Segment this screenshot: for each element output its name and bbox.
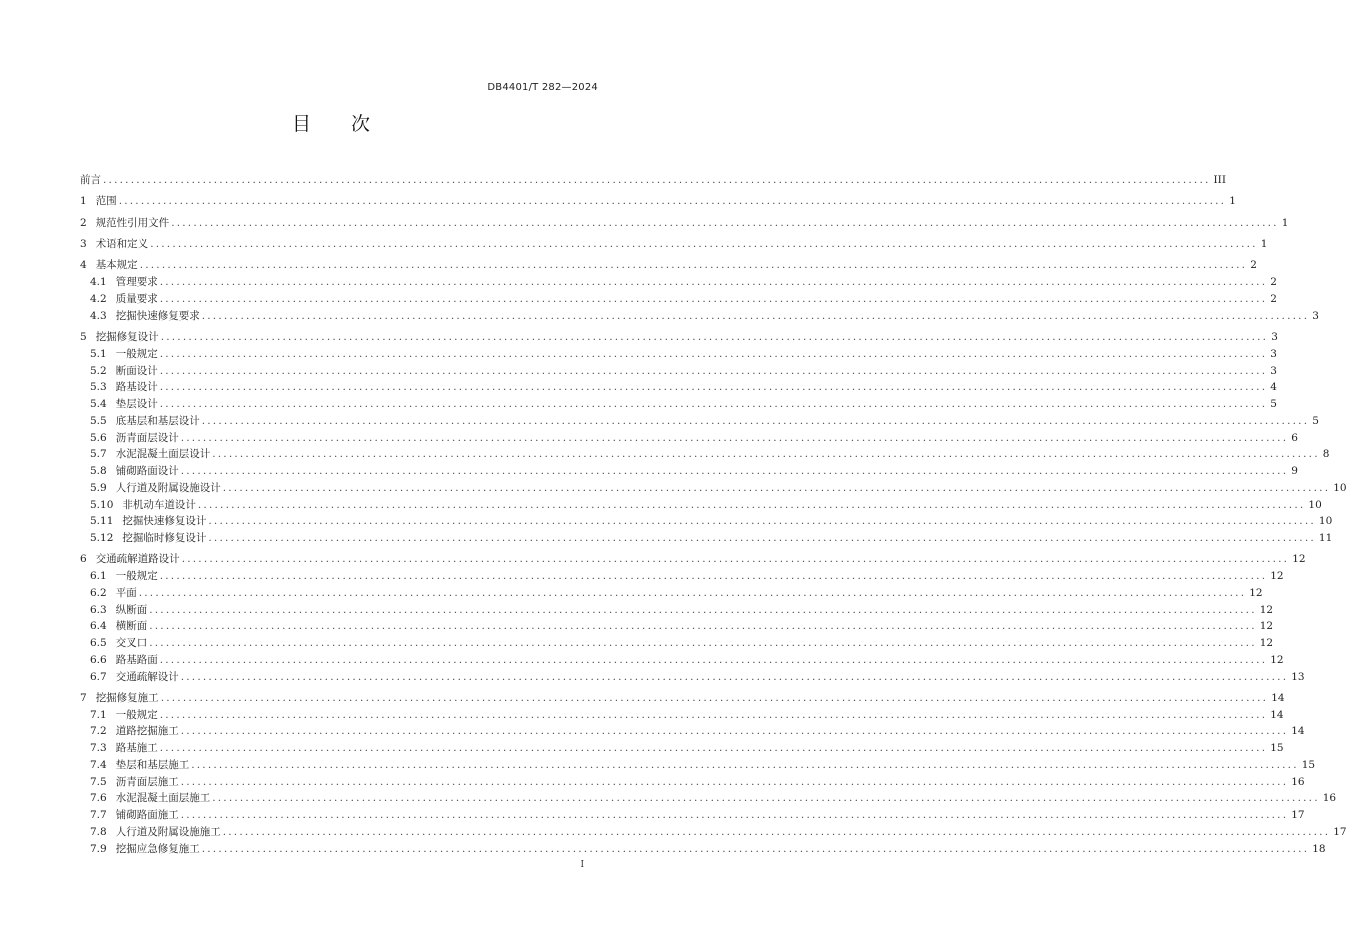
toc-entry[interactable] xyxy=(90,396,1277,412)
toc-entry-label: 基本规定 xyxy=(95,259,138,272)
toc-entry-label: 规范性引用文件 xyxy=(95,216,170,229)
toc-entry-label: 人行道及附属设施施工 xyxy=(115,825,221,838)
toc-entry[interactable] xyxy=(90,618,1274,634)
toc-entry-label: 路基施工 xyxy=(115,742,158,755)
toc-entry-number: 5.11 xyxy=(90,515,114,528)
toc-entry-label: 挖掘快速修复要求 xyxy=(115,309,200,322)
toc-entry-page: 6 xyxy=(1291,431,1298,444)
toc-entry-label: 交通疏解道路设计 xyxy=(95,553,180,566)
toc-entry[interactable] xyxy=(90,585,1263,601)
toc-entry[interactable] xyxy=(90,446,1330,462)
toc-entry[interactable] xyxy=(90,379,1277,395)
toc-dot-leader: ........................................................................................................................................................................................................ xyxy=(160,331,1269,343)
toc-dot-leader: ........................................................................................................................................................................................................ xyxy=(180,725,1289,738)
toc-dot-leader: ........................................................................................................................................................................................................ xyxy=(159,653,1268,666)
toc-entry-page: 14 xyxy=(1291,725,1305,738)
toc-entry-number: 5.12 xyxy=(90,532,114,544)
toc-entry-page: 16 xyxy=(1291,775,1305,788)
toc-entry-number: 7.4 xyxy=(90,758,107,771)
toc-dot-leader: ........................................................................................................................................................................................................ xyxy=(149,603,1257,616)
toc-entry-number: 6.7 xyxy=(90,670,107,683)
toc-entry-label: 道路挖掘施工 xyxy=(115,725,179,738)
toc-entry[interactable] xyxy=(90,740,1284,756)
toc-entry-number: 6.1 xyxy=(90,570,107,583)
toc-dot-leader: ........................................................................................................................................................................................................ xyxy=(160,691,1269,704)
toc-dot-leader: ........................................................................................................................................................................................................ xyxy=(212,792,1320,805)
toc-entry[interactable] xyxy=(90,530,1333,546)
toc-entry-number: 4.1 xyxy=(90,276,107,289)
toc-entry[interactable] xyxy=(90,824,1347,840)
toc-entry-label: 交通疏解设计 xyxy=(115,670,179,683)
toc-entry-number: 5.6 xyxy=(90,431,107,444)
toc-entry-number: 7.5 xyxy=(90,775,107,788)
toc-entry-label: 人行道及附属设施设计 xyxy=(115,481,221,494)
toc-dot-leader: ........................................................................................................................................................................................................ xyxy=(180,809,1289,822)
title-char-1: 目 xyxy=(291,113,311,135)
toc-entry-label: 垫层和基层施工 xyxy=(115,758,190,771)
toc-entry-label: 纵断面 xyxy=(115,603,148,616)
toc-entry-label: 路基路面 xyxy=(115,653,158,666)
toc-entry[interactable] xyxy=(90,513,1333,529)
page-number: I xyxy=(580,860,584,870)
toc-entry-number: 6.6 xyxy=(90,653,107,666)
toc-dot-leader: ........................................................................................................................................................................................................ xyxy=(159,381,1268,394)
toc-entry-number: 6.5 xyxy=(90,637,107,650)
toc-dot-leader: ........................................................................................................................................................................................................ xyxy=(222,481,1331,494)
toc-entry-label: 平面 xyxy=(115,586,137,599)
toc-dot-leader: ........................................................................................................................................................................................................ xyxy=(159,292,1268,305)
toc-entry-label: 前言 xyxy=(80,174,101,186)
toc-entry-label: 一般规定 xyxy=(115,570,158,583)
toc-entry-page: 3 xyxy=(1312,309,1319,322)
toc-entry-number: 5.10 xyxy=(90,498,114,511)
toc-entry-page: 1 xyxy=(1260,238,1268,251)
toc-dot-leader: ........................................................................................................................................................................................................ xyxy=(149,620,1257,633)
toc-dot-leader: ........................................................................................................................................................................................................ xyxy=(201,842,1310,855)
toc-dot-leader: ........................................................................................................................................................................................................ xyxy=(159,570,1268,583)
toc-dot-leader: ........................................................................................................................................................................................................ xyxy=(180,465,1289,477)
toc-entry[interactable] xyxy=(90,480,1347,496)
toc-entry-label: 挖掘修复施工 xyxy=(95,691,159,704)
toc-entry-label: 铺砌路面设计 xyxy=(115,465,179,477)
toc-entry-number: 5.9 xyxy=(90,481,107,494)
toc-entry-number: 7.9 xyxy=(90,842,107,855)
toc-entry[interactable] xyxy=(90,774,1305,790)
toc-entry-page: 14 xyxy=(1270,708,1284,721)
toc-entry-page: 14 xyxy=(1271,691,1285,704)
title-char-2: 次 xyxy=(351,113,371,135)
toc-entry[interactable] xyxy=(90,413,1319,429)
toc-entry-number: 5.4 xyxy=(90,398,107,410)
toc-entry-number: 7 xyxy=(80,691,87,704)
toc-entry[interactable] xyxy=(90,463,1298,479)
toc-entry-page: 2 xyxy=(1270,276,1277,289)
toc-dot-leader: ........................................................................................................................................................................................................ xyxy=(208,515,1316,528)
toc-entry-page: 15 xyxy=(1301,758,1316,771)
toc-entry-number: 1 xyxy=(80,195,87,208)
toc-dot-leader: ........................................................................................................................................................................................................ xyxy=(180,775,1289,788)
toc-entry[interactable] xyxy=(90,635,1274,651)
toc-entry-label: 一般规定 xyxy=(115,708,158,721)
toc-entry-label: 横断面 xyxy=(115,620,148,633)
toc-entry-page: 12 xyxy=(1259,620,1274,633)
toc-entry[interactable] xyxy=(90,346,1277,362)
toc-dot-leader: ........................................................................................................................................................................................................ xyxy=(103,174,1211,186)
toc-entry-page: 16 xyxy=(1322,792,1337,805)
toc-dot-leader: ........................................................................................................................................................................................................ xyxy=(159,347,1268,360)
toc-entry-number: 7.1 xyxy=(90,708,107,721)
toc-entry-label: 水泥混凝土面层施工 xyxy=(115,792,211,805)
page-title xyxy=(0,109,662,136)
toc-entry-page: 17 xyxy=(1333,825,1347,838)
toc-entry-number: 3 xyxy=(80,238,87,251)
toc-entry-page: 12 xyxy=(1259,637,1274,650)
toc-dot-leader: ........................................................................................................................................................................................................ xyxy=(180,670,1289,683)
toc-entry[interactable] xyxy=(90,757,1316,773)
toc-entry-label: 非机动车道设计 xyxy=(122,498,196,511)
toc-entry-page: 10 xyxy=(1318,515,1333,528)
toc-entry[interactable] xyxy=(90,497,1322,513)
toc-entry-label: 范围 xyxy=(95,195,117,208)
toc-entry[interactable] xyxy=(90,274,1277,290)
toc-entry-label: 沥青面层施工 xyxy=(115,775,179,788)
toc-entry-label: 底基层和基层设计 xyxy=(115,414,200,427)
toc-entry-page: 5 xyxy=(1312,414,1319,427)
toc-entry-page: III xyxy=(1213,174,1226,186)
toc-dot-leader: ........................................................................................................................................................................................................ xyxy=(159,708,1268,721)
toc-entry-number: 6.3 xyxy=(90,603,107,616)
toc-entry-label: 铺砌路面施工 xyxy=(115,809,179,822)
toc-entry[interactable] xyxy=(90,707,1284,723)
toc-entry-number: 4 xyxy=(80,259,87,272)
toc-entry-number: 7.3 xyxy=(90,742,107,755)
toc-entry[interactable] xyxy=(90,363,1277,379)
toc-dot-leader: ........................................................................................................................................................................................................ xyxy=(159,398,1268,410)
toc-dot-leader: ........................................................................................................................................................................................................ xyxy=(208,532,1316,544)
toc-entry-label: 沥青面层设计 xyxy=(115,431,179,444)
toc-entry-number: 7.2 xyxy=(90,725,107,738)
toc-entry-label: 术语和定义 xyxy=(95,238,149,251)
toc-dot-leader: ........................................................................................................................................................................................................ xyxy=(138,586,1247,599)
toc-entry-page: 11 xyxy=(1318,532,1333,544)
toc-dot-leader: ........................................................................................................................................................................................................ xyxy=(201,309,1310,322)
toc-entry-number: 5.2 xyxy=(90,364,107,377)
toc-entry[interactable] xyxy=(80,690,1285,706)
toc-entry-label: 挖掘临时修复设计 xyxy=(122,532,207,544)
toc-dot-leader: ........................................................................................................................................................................................................ xyxy=(118,195,1227,208)
toc-entry-page: 9 xyxy=(1291,465,1298,477)
toc-entry-number: 4.3 xyxy=(90,309,107,322)
toc-entry-number: 4.2 xyxy=(90,292,107,305)
document-code: DB4401/T 282—2024 xyxy=(487,82,598,93)
toc-entry[interactable] xyxy=(90,669,1305,685)
toc-entry-label: 路基设计 xyxy=(115,381,158,394)
toc-entry-page: 15 xyxy=(1270,742,1284,755)
toc-entry-page: 12 xyxy=(1259,603,1274,616)
toc-entry[interactable] xyxy=(90,291,1277,307)
toc-entry-page: 12 xyxy=(1270,570,1284,583)
toc-entry-page: 3 xyxy=(1270,347,1277,360)
toc-entry-label: 一般规定 xyxy=(115,347,158,360)
toc-entry-number: 5.1 xyxy=(90,347,107,360)
toc-dot-leader: ........................................................................................................................................................................................................ xyxy=(159,364,1268,377)
toc-entry-label: 管理要求 xyxy=(115,276,158,289)
toc-entry-label: 水泥混凝土面层设计 xyxy=(115,448,211,461)
toc-entry-number: 6.4 xyxy=(90,620,107,633)
toc-entry-page: 5 xyxy=(1270,398,1277,410)
toc-dot-leader: ........................................................................................................................................................................................................ xyxy=(171,216,1279,229)
toc-entry-number: 5 xyxy=(80,331,87,343)
toc-entry-label: 交叉口 xyxy=(115,637,148,650)
toc-entry-page: 17 xyxy=(1291,809,1305,822)
toc-entry-number: 6.2 xyxy=(90,586,107,599)
toc-entry-number: 5.7 xyxy=(90,448,107,461)
toc-entry-number: 7.7 xyxy=(90,809,107,822)
toc-entry-number: 7.6 xyxy=(90,792,107,805)
toc-entry-number: 5.3 xyxy=(90,381,107,394)
toc-entry[interactable] xyxy=(90,602,1274,618)
toc-entry-page: 3 xyxy=(1271,331,1278,343)
toc-entry-number: 7.8 xyxy=(90,825,107,838)
toc-entry-page: 12 xyxy=(1292,553,1306,566)
toc-dot-leader: ........................................................................................................................................................................................................ xyxy=(222,825,1331,838)
toc-entry-page: 4 xyxy=(1270,381,1277,394)
toc-entry-page: 3 xyxy=(1270,364,1277,377)
toc-dot-leader: ........................................................................................................................................................................................................ xyxy=(159,742,1268,755)
toc-entry[interactable] xyxy=(90,807,1305,823)
toc-entry[interactable] xyxy=(90,568,1284,584)
toc-entry[interactable] xyxy=(80,215,1289,231)
toc-entry[interactable] xyxy=(80,329,1278,345)
toc-entry[interactable] xyxy=(80,551,1306,567)
toc-entry[interactable] xyxy=(80,172,1226,188)
toc-dot-leader: ........................................................................................................................................................................................................ xyxy=(180,431,1289,444)
toc-dot-leader: ........................................................................................................................................................................................................ xyxy=(181,553,1290,566)
toc-entry-label: 质量要求 xyxy=(115,292,158,305)
toc-entry[interactable] xyxy=(80,193,1236,209)
toc-entry-number: 6 xyxy=(80,553,87,566)
toc-entry-page: 10 xyxy=(1308,498,1322,511)
toc-entry-page: 1 xyxy=(1281,216,1289,229)
toc-entry[interactable] xyxy=(90,652,1284,668)
toc-entry-label: 挖掘快速修复设计 xyxy=(122,515,207,528)
toc-entry-page: 2 xyxy=(1270,292,1277,305)
toc-entry-number: 2 xyxy=(80,216,87,229)
toc-entry[interactable] xyxy=(80,257,1257,273)
toc-dot-leader: ........................................................................................................................................................................................................ xyxy=(149,637,1257,650)
toc-entry[interactable] xyxy=(80,236,1268,252)
toc-dot-leader: ........................................................................................................................................................................................................ xyxy=(159,276,1268,289)
toc-entry-number: 5.5 xyxy=(90,414,107,427)
toc-entry-page: 12 xyxy=(1270,653,1284,666)
toc-entry[interactable] xyxy=(90,723,1305,739)
toc-entry-page: 10 xyxy=(1333,481,1347,494)
toc-entry-label: 断面设计 xyxy=(115,364,158,377)
toc-entry-page: 1 xyxy=(1229,195,1236,208)
toc-entry-label: 垫层设计 xyxy=(115,398,158,410)
toc-dot-leader: ........................................................................................................................................................................................................ xyxy=(150,238,1258,251)
toc-entry[interactable] xyxy=(90,308,1319,324)
toc-dot-leader: ........................................................................................................................................................................................................ xyxy=(191,758,1299,771)
toc-entry-page: 12 xyxy=(1249,586,1263,599)
toc-entry-page: 2 xyxy=(1250,259,1257,272)
toc-entry-page: 18 xyxy=(1312,842,1326,855)
toc-dot-leader: ........................................................................................................................................................................................................ xyxy=(212,448,1320,461)
toc-dot-leader: ........................................................................................................................................................................................................ xyxy=(197,498,1306,511)
toc-entry-number: 5.8 xyxy=(90,465,107,477)
toc-entry-page: 8 xyxy=(1322,448,1330,461)
toc-entry[interactable] xyxy=(90,430,1298,446)
toc-entry-page: 13 xyxy=(1291,670,1305,683)
toc-dot-leader: ........................................................................................................................................................................................................ xyxy=(201,414,1310,427)
toc-entry[interactable] xyxy=(90,841,1326,857)
toc-entry-label: 挖掘修复设计 xyxy=(95,331,159,343)
toc-dot-leader: ........................................................................................................................................................................................................ xyxy=(139,259,1248,272)
toc-entry[interactable] xyxy=(90,790,1337,806)
toc-entry-label: 挖掘应急修复施工 xyxy=(115,842,200,855)
